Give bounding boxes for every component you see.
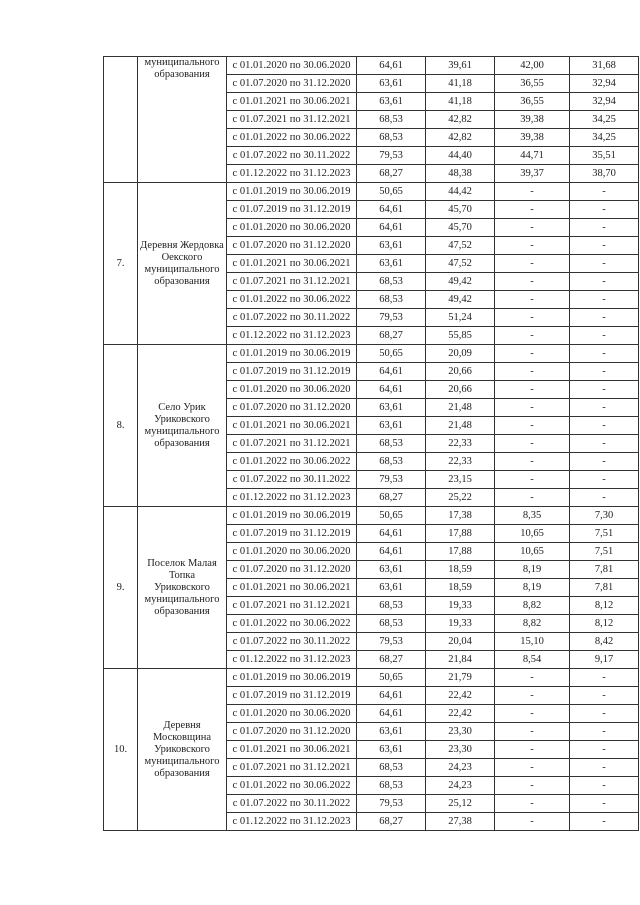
value-cell-2: 41,18: [426, 93, 495, 111]
section-number: 9.: [104, 507, 138, 669]
section-number: 7.: [104, 183, 138, 345]
value-cell-2: 48,38: [426, 165, 495, 183]
value-cell-3: -: [495, 777, 570, 795]
period-cell: с 01.07.2021 по 31.12.2021: [227, 435, 357, 453]
value-cell-3: 36,55: [495, 93, 570, 111]
value-cell-3: -: [495, 417, 570, 435]
value-cell-1: 63,61: [357, 399, 426, 417]
value-cell-3: 10,65: [495, 543, 570, 561]
value-cell-4: -: [570, 435, 639, 453]
table-row: [104, 345, 639, 363]
period-cell: с 01.01.2020 по 30.06.2020: [227, 219, 357, 237]
value-cell-2: 20,66: [426, 381, 495, 399]
value-cell-2: 22,33: [426, 435, 495, 453]
value-cell-4: -: [570, 453, 639, 471]
value-cell-3: -: [495, 237, 570, 255]
period-cell: с 01.01.2022 по 30.06.2022: [227, 777, 357, 795]
value-cell-3: 10,65: [495, 525, 570, 543]
value-cell-1: 50,65: [357, 183, 426, 201]
table-row: [104, 669, 639, 687]
value-cell-1: 68,53: [357, 615, 426, 633]
value-cell-4: -: [570, 777, 639, 795]
value-cell-2: 21,48: [426, 399, 495, 417]
value-cell-3: 8,82: [495, 615, 570, 633]
period-cell: с 01.01.2022 по 30.06.2022: [227, 129, 357, 147]
value-cell-3: -: [495, 705, 570, 723]
period-cell: с 01.01.2020 по 30.06.2020: [227, 705, 357, 723]
period-cell: с 01.12.2022 по 31.12.2023: [227, 813, 357, 831]
value-cell-2: 21,48: [426, 417, 495, 435]
value-cell-2: 24,23: [426, 777, 495, 795]
period-cell: с 01.07.2019 по 31.12.2019: [227, 363, 357, 381]
value-cell-4: -: [570, 759, 639, 777]
period-cell: с 01.01.2020 по 30.06.2020: [227, 543, 357, 561]
value-cell-2: 18,59: [426, 579, 495, 597]
period-cell: с 01.01.2019 по 30.06.2019: [227, 345, 357, 363]
value-cell-2: 49,42: [426, 273, 495, 291]
value-cell-1: 68,27: [357, 651, 426, 669]
value-cell-4: 8,12: [570, 615, 639, 633]
value-cell-2: 22,33: [426, 453, 495, 471]
value-cell-1: 63,61: [357, 561, 426, 579]
value-cell-1: 68,27: [357, 489, 426, 507]
value-cell-4: 7,30: [570, 507, 639, 525]
value-cell-2: 23,30: [426, 723, 495, 741]
value-cell-1: 68,53: [357, 273, 426, 291]
value-cell-3: 39,38: [495, 129, 570, 147]
value-cell-4: -: [570, 741, 639, 759]
value-cell-3: -: [495, 687, 570, 705]
period-cell: с 01.07.2020 по 31.12.2020: [227, 237, 357, 255]
value-cell-1: 68,53: [357, 435, 426, 453]
period-cell: с 01.07.2019 по 31.12.2019: [227, 201, 357, 219]
period-cell: с 01.07.2019 по 31.12.2019: [227, 525, 357, 543]
value-cell-3: 8,82: [495, 597, 570, 615]
section-number: 10.: [104, 669, 138, 831]
value-cell-3: -: [495, 273, 570, 291]
value-cell-1: 63,61: [357, 723, 426, 741]
value-cell-2: 20,66: [426, 363, 495, 381]
value-cell-2: 24,23: [426, 759, 495, 777]
period-cell: с 01.07.2020 по 31.12.2020: [227, 723, 357, 741]
value-cell-3: 44,71: [495, 147, 570, 165]
value-cell-4: -: [570, 201, 639, 219]
period-cell: с 01.01.2021 по 30.06.2021: [227, 741, 357, 759]
value-cell-4: -: [570, 327, 639, 345]
section-number: 8.: [104, 345, 138, 507]
value-cell-1: 79,53: [357, 471, 426, 489]
period-cell: с 01.01.2019 по 30.06.2019: [227, 669, 357, 687]
value-cell-1: 68,53: [357, 129, 426, 147]
value-cell-3: 36,55: [495, 75, 570, 93]
value-cell-1: 64,61: [357, 543, 426, 561]
value-cell-2: 25,12: [426, 795, 495, 813]
value-cell-1: 68,53: [357, 597, 426, 615]
settlement-name: Деревня Московщина Уриковского муниципального образования: [138, 669, 227, 831]
period-cell: с 01.07.2019 по 31.12.2019: [227, 687, 357, 705]
value-cell-1: 50,65: [357, 669, 426, 687]
value-cell-2: 27,38: [426, 813, 495, 831]
value-cell-1: 64,61: [357, 201, 426, 219]
value-cell-1: 68,27: [357, 327, 426, 345]
document-page: [103, 56, 616, 831]
value-cell-1: 64,61: [357, 525, 426, 543]
value-cell-3: -: [495, 471, 570, 489]
value-cell-3: 8,19: [495, 579, 570, 597]
value-cell-2: 23,15: [426, 471, 495, 489]
value-cell-1: 68,53: [357, 453, 426, 471]
value-cell-2: 44,40: [426, 147, 495, 165]
period-cell: с 01.07.2020 по 31.12.2020: [227, 399, 357, 417]
value-cell-2: 20,09: [426, 345, 495, 363]
value-cell-3: 8,54: [495, 651, 570, 669]
value-cell-4: -: [570, 219, 639, 237]
value-cell-1: 64,61: [357, 687, 426, 705]
value-cell-2: 19,33: [426, 597, 495, 615]
table-row: [104, 183, 639, 201]
value-cell-2: 18,59: [426, 561, 495, 579]
value-cell-3: -: [495, 741, 570, 759]
value-cell-4: -: [570, 723, 639, 741]
value-cell-1: 63,61: [357, 75, 426, 93]
value-cell-3: -: [495, 291, 570, 309]
period-cell: с 01.01.2019 по 30.06.2019: [227, 183, 357, 201]
value-cell-1: 64,61: [357, 57, 426, 75]
value-cell-4: -: [570, 399, 639, 417]
period-cell: с 01.12.2022 по 31.12.2023: [227, 165, 357, 183]
value-cell-3: -: [495, 795, 570, 813]
value-cell-3: 8,19: [495, 561, 570, 579]
value-cell-2: 47,52: [426, 255, 495, 273]
value-cell-2: 21,84: [426, 651, 495, 669]
value-cell-4: 38,70: [570, 165, 639, 183]
value-cell-4: -: [570, 309, 639, 327]
value-cell-3: -: [495, 489, 570, 507]
value-cell-2: 20,04: [426, 633, 495, 651]
value-cell-4: 7,81: [570, 579, 639, 597]
value-cell-3: -: [495, 345, 570, 363]
period-cell: с 01.07.2021 по 31.12.2021: [227, 597, 357, 615]
value-cell-2: 17,88: [426, 543, 495, 561]
value-cell-2: 39,61: [426, 57, 495, 75]
period-cell: с 01.07.2022 по 30.11.2022: [227, 147, 357, 165]
value-cell-3: -: [495, 309, 570, 327]
value-cell-1: 79,53: [357, 147, 426, 165]
period-cell: с 01.07.2022 по 30.11.2022: [227, 471, 357, 489]
value-cell-3: -: [495, 201, 570, 219]
period-cell: с 01.07.2022 по 30.11.2022: [227, 309, 357, 327]
value-cell-3: 15,10: [495, 633, 570, 651]
value-cell-2: 55,85: [426, 327, 495, 345]
value-cell-3: -: [495, 399, 570, 417]
value-cell-3: -: [495, 219, 570, 237]
value-cell-2: 51,24: [426, 309, 495, 327]
settlement-name: Деревня Жердовка Оекского муниципального образования: [138, 183, 227, 345]
value-cell-2: 17,88: [426, 525, 495, 543]
value-cell-4: -: [570, 417, 639, 435]
value-cell-4: 32,94: [570, 75, 639, 93]
value-cell-1: 63,61: [357, 417, 426, 435]
value-cell-1: 63,61: [357, 255, 426, 273]
value-cell-3: -: [495, 453, 570, 471]
period-cell: с 01.07.2022 по 30.11.2022: [227, 633, 357, 651]
value-cell-4: -: [570, 237, 639, 255]
value-cell-4: 7,51: [570, 543, 639, 561]
value-cell-4: -: [570, 813, 639, 831]
value-cell-4: 35,51: [570, 147, 639, 165]
value-cell-1: 64,61: [357, 705, 426, 723]
value-cell-3: 39,38: [495, 111, 570, 129]
value-cell-1: 63,61: [357, 93, 426, 111]
value-cell-4: 8,12: [570, 597, 639, 615]
value-cell-2: 42,82: [426, 129, 495, 147]
value-cell-1: 79,53: [357, 633, 426, 651]
value-cell-1: 79,53: [357, 795, 426, 813]
value-cell-4: -: [570, 345, 639, 363]
value-cell-3: -: [495, 183, 570, 201]
value-cell-3: -: [495, 759, 570, 777]
value-cell-4: 7,81: [570, 561, 639, 579]
value-cell-1: 64,61: [357, 363, 426, 381]
value-cell-3: -: [495, 327, 570, 345]
value-cell-1: 68,53: [357, 291, 426, 309]
period-cell: с 01.07.2020 по 31.12.2020: [227, 75, 357, 93]
tariff-table-body: [104, 57, 639, 831]
period-cell: с 01.12.2022 по 31.12.2023: [227, 651, 357, 669]
period-cell: с 01.12.2022 по 31.12.2023: [227, 489, 357, 507]
value-cell-1: 68,53: [357, 777, 426, 795]
value-cell-2: 21,79: [426, 669, 495, 687]
value-cell-1: 68,53: [357, 759, 426, 777]
value-cell-4: -: [570, 183, 639, 201]
settlement-name: Село Урик Уриковского муниципального образования: [138, 345, 227, 507]
period-cell: с 01.01.2021 по 30.06.2021: [227, 417, 357, 435]
value-cell-2: 22,42: [426, 687, 495, 705]
period-cell: с 01.01.2021 по 30.06.2021: [227, 579, 357, 597]
value-cell-2: 44,42: [426, 183, 495, 201]
value-cell-4: 31,68: [570, 57, 639, 75]
value-cell-2: 47,52: [426, 237, 495, 255]
value-cell-1: 64,61: [357, 381, 426, 399]
value-cell-1: 64,61: [357, 219, 426, 237]
value-cell-4: -: [570, 669, 639, 687]
value-cell-4: 7,51: [570, 525, 639, 543]
tariff-table: [103, 56, 639, 831]
value-cell-2: 17,38: [426, 507, 495, 525]
value-cell-2: 45,70: [426, 201, 495, 219]
value-cell-1: 50,65: [357, 507, 426, 525]
section-number: [104, 57, 138, 183]
value-cell-3: 8,35: [495, 507, 570, 525]
value-cell-3: -: [495, 363, 570, 381]
value-cell-4: 34,25: [570, 111, 639, 129]
value-cell-2: 41,18: [426, 75, 495, 93]
period-cell: с 01.01.2021 по 30.06.2021: [227, 93, 357, 111]
period-cell: с 01.07.2021 по 31.12.2021: [227, 111, 357, 129]
value-cell-4: -: [570, 291, 639, 309]
value-cell-4: -: [570, 795, 639, 813]
value-cell-1: 68,27: [357, 165, 426, 183]
value-cell-4: 34,25: [570, 129, 639, 147]
table-row: [104, 507, 639, 525]
value-cell-3: 42,00: [495, 57, 570, 75]
value-cell-1: 68,27: [357, 813, 426, 831]
value-cell-1: 50,65: [357, 345, 426, 363]
table-row: [104, 57, 639, 75]
value-cell-1: 68,53: [357, 111, 426, 129]
value-cell-2: 42,82: [426, 111, 495, 129]
value-cell-1: 63,61: [357, 237, 426, 255]
value-cell-4: 9,17: [570, 651, 639, 669]
value-cell-2: 45,70: [426, 219, 495, 237]
value-cell-4: 32,94: [570, 93, 639, 111]
value-cell-4: -: [570, 471, 639, 489]
value-cell-3: 39,37: [495, 165, 570, 183]
value-cell-3: -: [495, 723, 570, 741]
value-cell-3: -: [495, 381, 570, 399]
period-cell: с 01.01.2019 по 30.06.2019: [227, 507, 357, 525]
period-cell: с 01.07.2021 по 31.12.2021: [227, 759, 357, 777]
value-cell-4: -: [570, 489, 639, 507]
period-cell: с 01.01.2022 по 30.06.2022: [227, 291, 357, 309]
value-cell-4: -: [570, 705, 639, 723]
value-cell-2: 23,30: [426, 741, 495, 759]
period-cell: с 01.01.2022 по 30.06.2022: [227, 615, 357, 633]
value-cell-2: 49,42: [426, 291, 495, 309]
value-cell-3: -: [495, 813, 570, 831]
value-cell-4: -: [570, 273, 639, 291]
value-cell-1: 79,53: [357, 309, 426, 327]
settlement-name: Поселок Малая Топка Уриковского муниципального образования: [138, 507, 227, 669]
value-cell-1: 63,61: [357, 579, 426, 597]
period-cell: с 01.07.2021 по 31.12.2021: [227, 273, 357, 291]
settlement-name: муниципального образования: [138, 57, 227, 183]
value-cell-2: 22,42: [426, 705, 495, 723]
value-cell-4: 8,42: [570, 633, 639, 651]
value-cell-4: -: [570, 255, 639, 273]
value-cell-4: -: [570, 363, 639, 381]
value-cell-1: 63,61: [357, 741, 426, 759]
value-cell-2: 19,33: [426, 615, 495, 633]
period-cell: с 01.01.2022 по 30.06.2022: [227, 453, 357, 471]
value-cell-3: -: [495, 255, 570, 273]
period-cell: с 01.07.2020 по 31.12.2020: [227, 561, 357, 579]
value-cell-4: -: [570, 687, 639, 705]
period-cell: с 01.01.2020 по 30.06.2020: [227, 57, 357, 75]
period-cell: с 01.07.2022 по 30.11.2022: [227, 795, 357, 813]
value-cell-4: -: [570, 381, 639, 399]
value-cell-3: -: [495, 435, 570, 453]
period-cell: с 01.01.2020 по 30.06.2020: [227, 381, 357, 399]
period-cell: с 01.01.2021 по 30.06.2021: [227, 255, 357, 273]
value-cell-2: 25,22: [426, 489, 495, 507]
value-cell-3: -: [495, 669, 570, 687]
period-cell: с 01.12.2022 по 31.12.2023: [227, 327, 357, 345]
